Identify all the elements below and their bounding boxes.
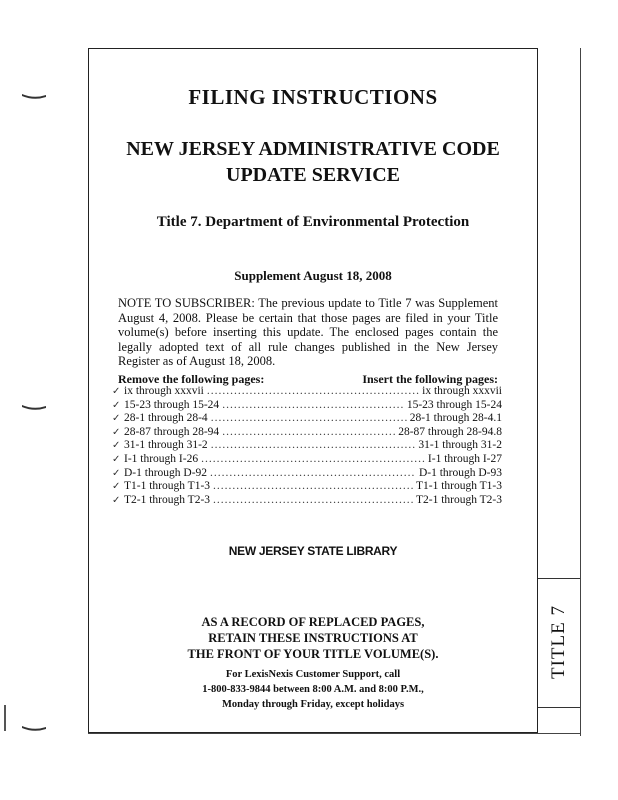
insert-pages: T1-1 through T1-3: [415, 480, 502, 493]
leader-dots: [222, 399, 404, 411]
right-rule: [580, 48, 581, 736]
table-row: [112, 480, 502, 494]
insert-pages: 28-87 through 28-94.8: [398, 425, 502, 438]
check-mark-icon: ✓: [112, 426, 121, 438]
leader-dots: [211, 439, 416, 451]
check-mark-icon: ✓: [112, 494, 121, 506]
remove-pages: I-1 through I-26: [124, 452, 199, 465]
remove-pages: 28-1 through 28-4: [124, 412, 208, 425]
record-line: AS A RECORD OF REPLACED PAGES,: [201, 615, 425, 629]
table-row: [112, 467, 502, 481]
remove-pages: 31-1 through 31-2: [124, 439, 208, 452]
check-mark-icon: ✓: [112, 386, 121, 397]
remove-pages: ix through xxxvii: [124, 385, 204, 397]
document-title: FILING INSTRUCTIONS: [188, 85, 438, 109]
tab-label: TITLE 7: [548, 604, 569, 680]
support-line: For LexisNexis Customer Support, call: [225, 669, 401, 680]
leader-dots: [207, 385, 419, 397]
remove-pages: D-1 through D-92: [124, 466, 208, 479]
table-row: [112, 399, 502, 413]
check-mark-icon: ✓: [112, 467, 121, 479]
table-row: [112, 494, 502, 508]
leader-dots: [211, 412, 407, 424]
title-block: [88, 85, 538, 110]
record-notice: [88, 614, 538, 662]
remove-pages: T2-1 through T2-3: [124, 493, 211, 506]
insert-pages: I-1 through I-27: [427, 452, 502, 465]
supplement-date: Supplement August 18, 2008: [234, 268, 392, 283]
code-title-line2: UPDATE SERVICE: [226, 164, 400, 186]
leader-dots: [222, 426, 395, 438]
leader-dots: [213, 494, 413, 506]
support-info: [88, 667, 538, 712]
check-mark-icon: ✓: [112, 440, 121, 452]
code-title-block: [88, 136, 538, 188]
remove-pages: 28-87 through 28-94: [124, 425, 220, 438]
insert-header: Insert the following pages:: [362, 372, 498, 386]
insert-pages: ix through xxxvii: [422, 385, 502, 397]
punch-hole-mark-middle: [22, 404, 46, 410]
insert-pages: 28-1 through 28-4.1: [409, 412, 502, 425]
insert-pages: T2-1 through T2-3: [415, 493, 502, 506]
table-row: [112, 426, 502, 440]
document-subtitle: Title 7. Department of Environmental Protection: [156, 214, 470, 230]
supplement-block: [88, 268, 538, 284]
subtitle-block: [88, 214, 538, 231]
check-mark-icon: ✓: [112, 453, 121, 465]
record-line: THE FRONT OF YOUR TITLE VOLUME(S).: [187, 647, 439, 661]
check-mark-icon: ✓: [112, 481, 121, 493]
leader-dots: [201, 453, 425, 465]
leader-dots: [210, 467, 416, 479]
table-row: [112, 385, 502, 399]
support-line: Monday through Friday, except holidays: [221, 699, 405, 710]
insert-pages: 15-23 through 15-24: [406, 398, 502, 411]
record-line: RETAIN THESE INSTRUCTIONS AT: [208, 631, 418, 645]
remove-pages: 15-23 through 15-24: [124, 398, 220, 411]
leader-dots: [213, 480, 413, 492]
insert-pages: 31-1 through 31-2: [418, 439, 502, 452]
check-mark-icon: ✓: [112, 413, 121, 425]
remove-header: Remove the following pages:: [118, 372, 265, 386]
code-title-line1: NEW JERSEY ADMINISTRATIVE CODE: [126, 138, 500, 160]
insert-pages: D-1 through D-93: [418, 466, 502, 479]
punch-hole-mark-top: [22, 93, 46, 99]
pages-table: [112, 385, 502, 507]
remove-pages: T1-1 through T1-3: [124, 480, 211, 493]
table-row: [112, 453, 502, 467]
punch-hole-mark-bottom: [22, 725, 46, 731]
library-stamp: NEW JERSEY STATE LIBRARY: [228, 544, 398, 558]
check-mark-icon: ✓: [112, 399, 121, 411]
subscriber-note: NOTE TO SUBSCRIBER: The previous update to Title 7 was Supplement August 4, 2008. Please be certain that those pages are filed in your Title volume(s) before inserting this update. The enclosed pages contain the legally adopted text of all rule changes published in the New Jersey Register as of August 18, 2008.: [118, 296, 498, 368]
table-row: [112, 439, 502, 453]
bottom-rule: [88, 733, 581, 734]
table-row: [112, 412, 502, 426]
margin-mark: [4, 705, 6, 731]
support-line: 1-800-833-9844 between 8:00 A.M. and 8:00 P.M.,: [202, 684, 424, 695]
